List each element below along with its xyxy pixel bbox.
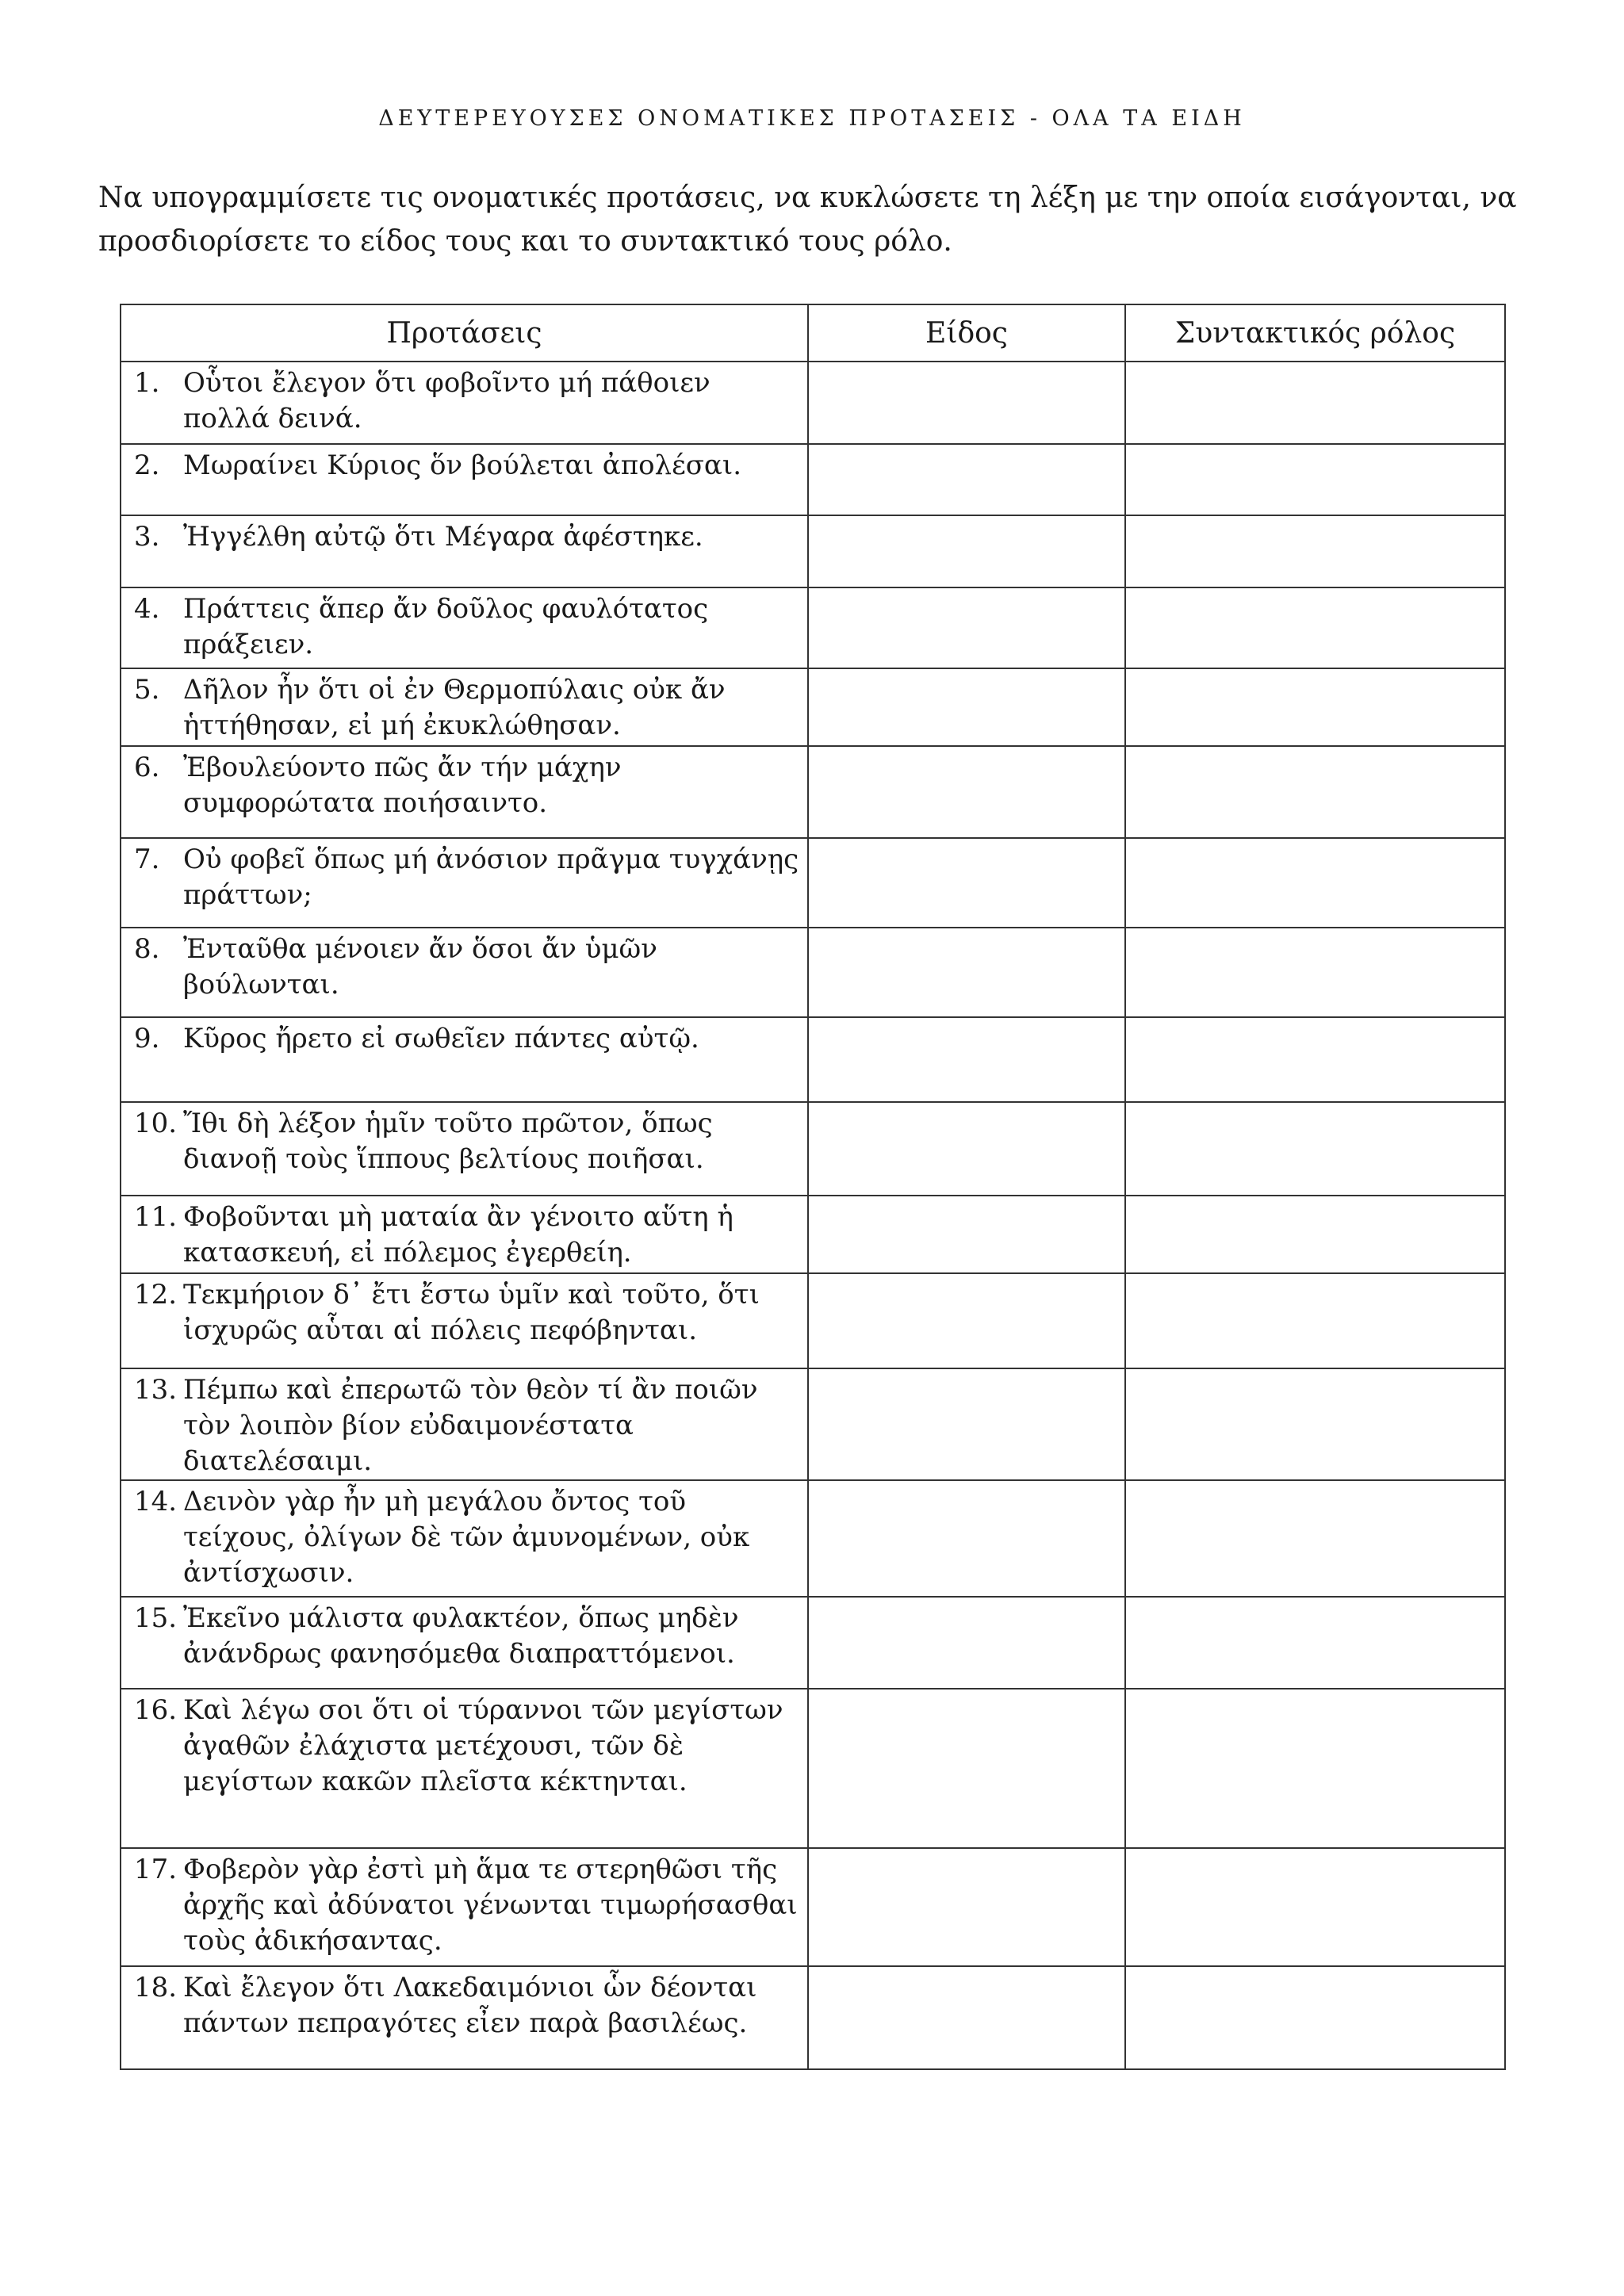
- role-answer-cell[interactable]: [1125, 928, 1505, 1017]
- table-row: [121, 515, 1505, 587]
- role-answer-cell[interactable]: [1125, 1480, 1505, 1597]
- sentence-text: Οὗτοι ἔλεγον ὅτι φοβοῖντο μή πάθοιεν πολλά δεινά.: [183, 367, 710, 434]
- sentence-text: Πέμπω καὶ ἐπερωτῶ τὸν θεὸν τί ἂν ποιῶν τὸν λοιπὸν βίον εὐδαιμονέστατα διατελέσαιμι.: [183, 1374, 758, 1477]
- sentence-text: Δῆλον ἦν ὅτι οἱ ἐν Θερμοπύλαις οὐκ ἄν ἡττήθησαν, εἰ μή ἐκυκλώθησαν.: [183, 674, 726, 741]
- sentence-number: 12.: [134, 1279, 178, 1311]
- instructions-text: Να υπογραμμίσετε τις ονοματικές προτάσεις, να κυκλώσετε τη λέξη με την οποία εισάγονται, να προσδιορίσετε το είδος τους και το συντακτικό τους ρόλο.: [98, 182, 1517, 258]
- sentence-number: 2.: [134, 450, 160, 481]
- role-answer-cell[interactable]: [1125, 1273, 1505, 1368]
- sentence-text: Ἴθι δὴ λέξον ἡμῖν τοῦτο πρῶτον, ὅπως διανοῇ τοὺς ἵππους βελτίους ποιῆσαι.: [183, 1108, 713, 1175]
- type-answer-cell[interactable]: [808, 668, 1125, 746]
- role-answer-cell[interactable]: [1125, 1196, 1505, 1273]
- role-answer-cell[interactable]: [1125, 1102, 1505, 1196]
- type-answer-cell[interactable]: [808, 515, 1125, 587]
- type-answer-cell[interactable]: [808, 1597, 1125, 1689]
- sentence-text: Οὐ φοβεῖ ὅπως μή ἀνόσιον πρᾶγμα τυγχάνῃς πράττων;: [183, 844, 799, 911]
- sentence-text: Καὶ ἔλεγον ὅτι Λακεδαιμόνιοι ὧν δέονται πάντων πεπραγότες εἶεν παρὰ βασιλέως.: [183, 1972, 757, 2039]
- role-answer-cell[interactable]: [1125, 587, 1505, 668]
- table-row: [121, 928, 1505, 1017]
- sentence-cell: [121, 1102, 808, 1196]
- role-answer-cell[interactable]: [1125, 1966, 1505, 2069]
- sentence-cell: [121, 362, 808, 444]
- type-answer-cell[interactable]: [808, 1368, 1125, 1480]
- table-row: [121, 1196, 1505, 1273]
- type-answer-cell[interactable]: [808, 928, 1125, 1017]
- worksheet-table: [120, 304, 1506, 2070]
- sentence-number: 5.: [134, 674, 160, 706]
- sentence-cell: [121, 1196, 808, 1273]
- sentence-number: 14.: [134, 1486, 178, 1517]
- sentence-cell: [121, 444, 808, 515]
- role-answer-cell[interactable]: [1125, 668, 1505, 746]
- table-row: [121, 1368, 1505, 1480]
- type-answer-cell[interactable]: [808, 1966, 1125, 2069]
- sentence-number: 4.: [134, 593, 160, 625]
- sentence-number: 13.: [134, 1374, 178, 1406]
- role-answer-cell[interactable]: [1125, 1597, 1505, 1689]
- role-answer-cell[interactable]: [1125, 515, 1505, 587]
- sentence-cell: [121, 587, 808, 668]
- header-sentences: Προτάσεις: [121, 304, 808, 362]
- sentence-cell: [121, 1368, 808, 1480]
- type-answer-cell[interactable]: [808, 1480, 1125, 1597]
- sentence-text: Φοβοῦνται μὴ ματαία ἂν γένοιτο αὕτη ἡ κατασκευή, εἰ πόλεμος ἐγερθείη.: [183, 1201, 733, 1269]
- type-answer-cell[interactable]: [808, 587, 1125, 668]
- table-row: [121, 1480, 1505, 1597]
- sentence-cell: [121, 1966, 808, 2069]
- sentence-text: Καὶ λέγω σοι ὅτι οἱ τύραννοι τῶν μεγίστων ἀγαθῶν ἐλάχιστα μετέχουσι, τῶν δὲ μεγίστων κακῶν πλεῖστα κέκτηνται.: [183, 1694, 783, 1797]
- sentence-cell: [121, 838, 808, 928]
- sentence-cell: [121, 1848, 808, 1966]
- sentence-text: Ἐκεῖνο μάλιστα φυλακτέον, ὅπως μηδὲν ἀνάνδρως φανησόμεθα διαπραττόμενοι.: [183, 1602, 739, 1670]
- sentence-cell: [121, 1480, 808, 1597]
- table-row: [121, 1597, 1505, 1689]
- type-answer-cell[interactable]: [808, 746, 1125, 838]
- sentence-number: 9.: [134, 1023, 160, 1054]
- sentence-number: 6.: [134, 752, 160, 783]
- type-answer-cell[interactable]: [808, 1848, 1125, 1966]
- table-row: [121, 746, 1505, 838]
- type-answer-cell[interactable]: [808, 838, 1125, 928]
- table-row: [121, 668, 1505, 746]
- sentence-text: Δεινὸν γὰρ ἦν μὴ μεγάλου ὄντος τοῦ τείχους, ὀλίγων δὲ τῶν ἀμυνομένων, οὐκ ἀντίσχωσιν.: [183, 1486, 750, 1589]
- table-row: [121, 1966, 1505, 2069]
- sentence-number: 11.: [134, 1201, 178, 1233]
- role-answer-cell[interactable]: [1125, 1848, 1505, 1966]
- sentence-cell: [121, 1273, 808, 1368]
- sentence-number: 3.: [134, 521, 160, 553]
- table-row: [121, 1273, 1505, 1368]
- sentence-text: Ἠγγέλθη αὐτῷ ὅτι Μέγαρα ἀφέστηκε.: [183, 521, 703, 553]
- table-row: [121, 1102, 1505, 1196]
- type-answer-cell[interactable]: [808, 362, 1125, 444]
- table-header-row: [121, 304, 1505, 362]
- role-answer-cell[interactable]: [1125, 444, 1505, 515]
- sentence-number: 16.: [134, 1694, 178, 1726]
- sentence-text: Τεκμήριον δ᾽ ἔτι ἔστω ὑμῖν καὶ τοῦτο, ὅτι ἰσχυρῶς αὗται αἱ πόλεις πεφόβηνται.: [183, 1279, 760, 1346]
- type-answer-cell[interactable]: [808, 1196, 1125, 1273]
- type-answer-cell[interactable]: [808, 1273, 1125, 1368]
- sentence-number: 1.: [134, 367, 160, 399]
- sentence-number: 15.: [134, 1602, 178, 1634]
- sentence-cell: [121, 928, 808, 1017]
- table-row: [121, 838, 1505, 928]
- role-answer-cell[interactable]: [1125, 746, 1505, 838]
- sentence-number: 10.: [134, 1108, 178, 1139]
- role-answer-cell[interactable]: [1125, 362, 1505, 444]
- sentence-text: Ἐβουλεύοντο πῶς ἄν τήν μάχην συμφορώτατα ποιήσαιντο.: [183, 752, 622, 819]
- worksheet-title: ΔΕΥΤΕΡΕΥΟΥΣΕΣ ΟΝΟΜΑΤΙΚΕΣ ΠΡΟΤΑΣΕΙΣ - ΟΛΑ ΤΑ ΕΙΔΗ: [378, 106, 1246, 131]
- table-row: [121, 587, 1505, 668]
- table-row: [121, 444, 1505, 515]
- header-syntactic-role: Συντακτικός ρόλος: [1125, 304, 1505, 362]
- sentence-text: Ἐνταῦθα μένοιεν ἄν ὅσοι ἄν ὑμῶν βούλωνται.: [183, 933, 657, 1001]
- sentence-number: 7.: [134, 844, 160, 875]
- sentence-text: Πράττεις ἅπερ ἄν δοῦλος φαυλότατος πράξειεν.: [183, 593, 709, 660]
- role-answer-cell[interactable]: [1125, 1689, 1505, 1848]
- type-answer-cell[interactable]: [808, 1689, 1125, 1848]
- type-answer-cell[interactable]: [808, 444, 1125, 515]
- sentence-cell: [121, 1689, 808, 1848]
- sentence-text: Φοβερὸν γὰρ ἐστὶ μὴ ἅμα τε στερηθῶσι τῆς ἀρχῆς καὶ ἀδύνατοι γένωνται τιμωρήσασθαι τοὺς ἀδικήσαντας.: [183, 1854, 798, 1957]
- sentence-cell: [121, 668, 808, 746]
- header-type: Είδος: [808, 304, 1125, 362]
- sentence-text: Μωραίνει Κύριος ὅν βούλεται ἀπολέσαι.: [183, 450, 742, 481]
- table-row: [121, 362, 1505, 444]
- sentence-cell: [121, 1597, 808, 1689]
- sentence-number: 17.: [134, 1854, 178, 1885]
- type-answer-cell[interactable]: [808, 1102, 1125, 1196]
- table-row: [121, 1017, 1505, 1102]
- sentence-number: 18.: [134, 1972, 178, 2003]
- role-answer-cell[interactable]: [1125, 838, 1505, 928]
- table-row: [121, 1848, 1505, 1966]
- sentence-number: 8.: [134, 933, 160, 965]
- sentence-cell: [121, 1017, 808, 1102]
- table-row: [121, 1689, 1505, 1848]
- sentence-text: Κῦρος ἤρετο εἰ σωθεῖεν πάντες αὐτῷ.: [183, 1023, 699, 1054]
- type-answer-cell[interactable]: [808, 1017, 1125, 1102]
- sentence-cell: [121, 515, 808, 587]
- role-answer-cell[interactable]: [1125, 1368, 1505, 1480]
- sentence-cell: [121, 746, 808, 838]
- role-answer-cell[interactable]: [1125, 1017, 1505, 1102]
